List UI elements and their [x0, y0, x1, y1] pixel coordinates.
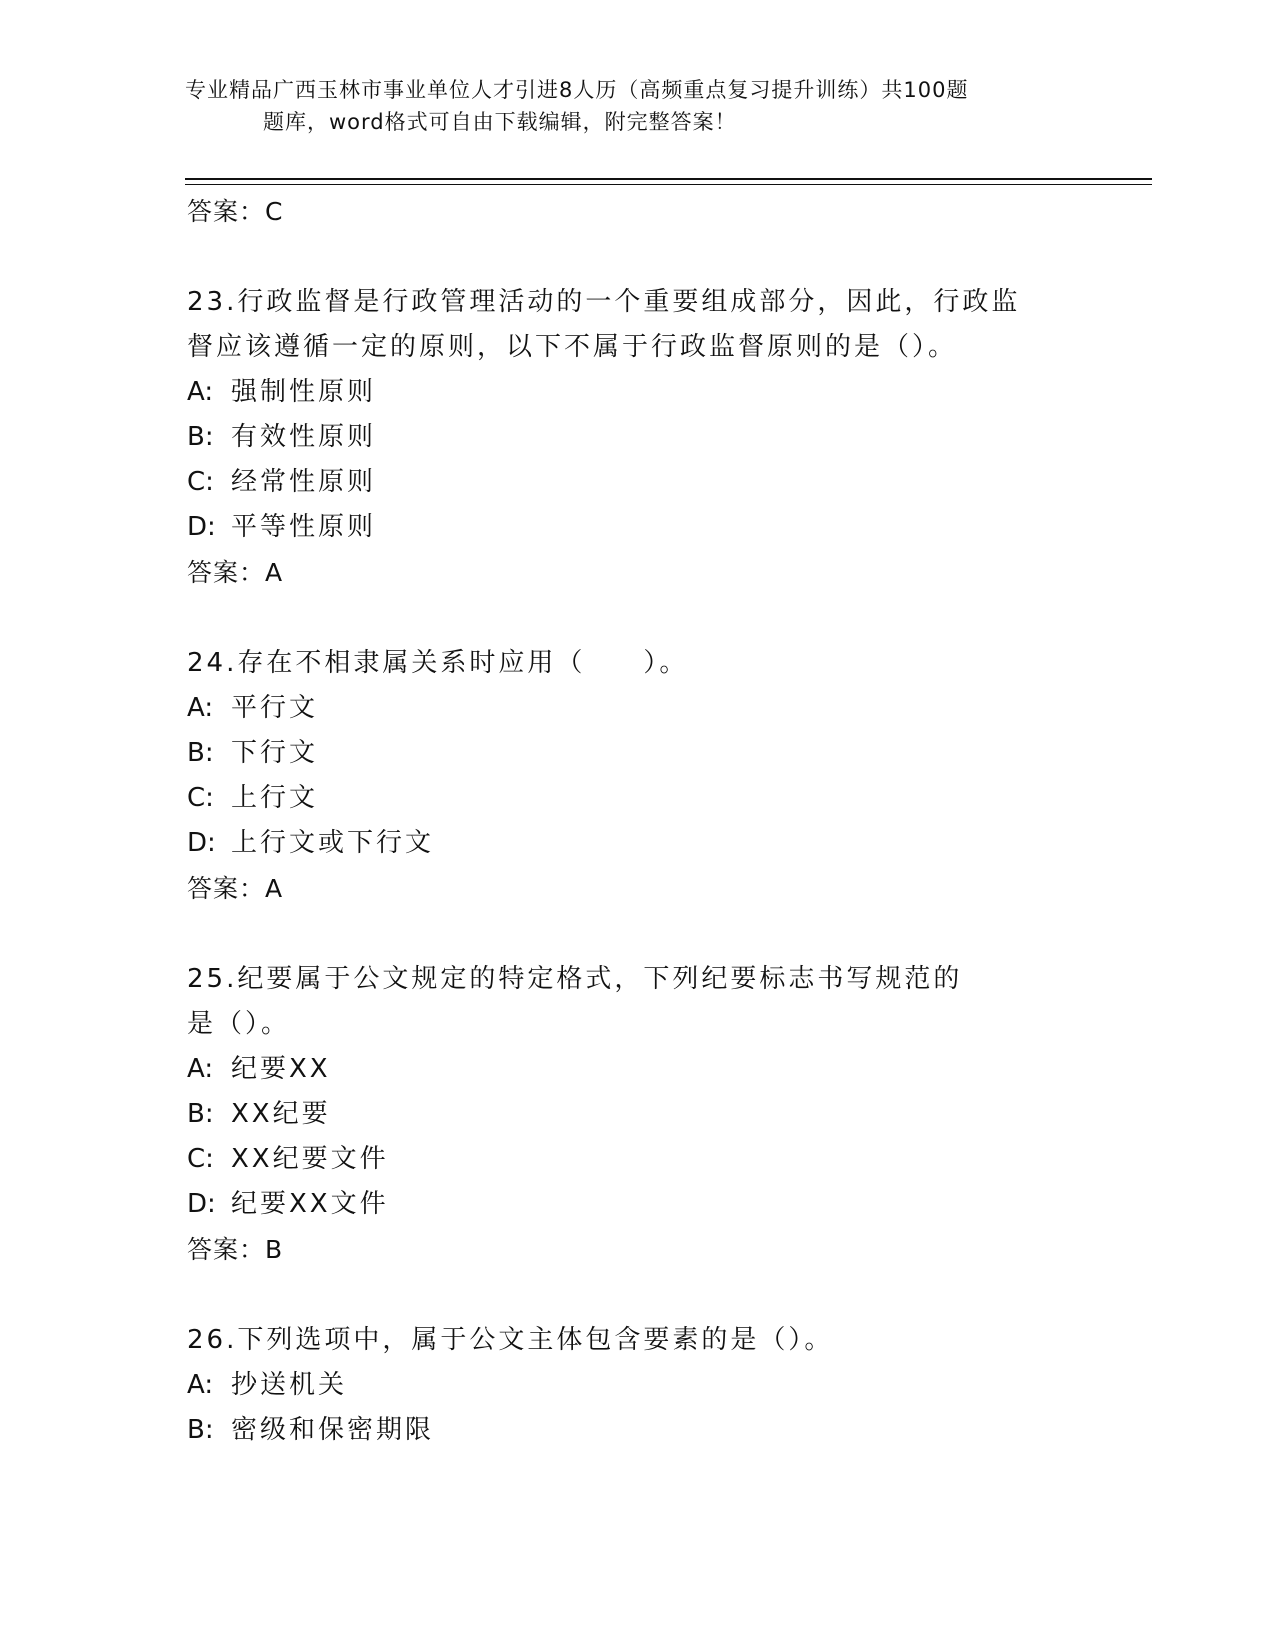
- option-letter: D:: [187, 512, 216, 542]
- option-b: [187, 415, 1087, 460]
- option-b: [187, 1092, 1087, 1137]
- answer-line: 答案：A: [187, 874, 284, 903]
- option-letter: D:: [187, 1189, 216, 1219]
- option-letter: D:: [187, 828, 216, 858]
- option-d: [187, 821, 1087, 866]
- question-text: 23.行政监督是行政管理活动的一个重要组成部分，因此，行政监督应该遵循一定的原则，以下不属于行政监督原则的是（）。: [187, 287, 1021, 362]
- option-letter: B:: [187, 1099, 214, 1129]
- option-text: 经常性原则: [231, 467, 377, 497]
- option-d: [187, 1182, 1087, 1227]
- question-text: 24.存在不相隶属关系时应用（ ）。: [187, 648, 689, 678]
- option-text: 有效性原则: [231, 422, 377, 452]
- option-letter: B:: [187, 422, 214, 452]
- option-c: [187, 1137, 1087, 1182]
- option-a: [187, 1363, 1087, 1408]
- option-text: 强制性原则: [231, 377, 377, 407]
- option-text: 纪要XX: [231, 1054, 331, 1084]
- option-letter: B:: [187, 1415, 214, 1445]
- option-letter: B:: [187, 738, 214, 768]
- option-text: XX纪要文件: [231, 1144, 389, 1174]
- answer-line: 答案：B: [187, 1235, 284, 1264]
- option-a: [187, 1047, 1087, 1092]
- document-header: [185, 74, 1085, 138]
- option-a: [187, 370, 1087, 415]
- header-rule-thick: [185, 178, 1152, 180]
- option-letter: A:: [187, 693, 214, 723]
- question-text: 25.纪要属于公文规定的特定格式，下列纪要标志书写规范的是（）。: [187, 964, 963, 1039]
- option-letter: A:: [187, 377, 214, 407]
- option-text: XX纪要: [231, 1099, 331, 1129]
- answer-line: 答案：C: [187, 197, 284, 226]
- option-c: [187, 460, 1087, 505]
- question-list: [187, 189, 1087, 1453]
- option-letter: C:: [187, 467, 214, 497]
- answer-line: 答案：A: [187, 558, 284, 587]
- option-letter: C:: [187, 783, 214, 813]
- option-text: 密级和保密期限: [231, 1415, 435, 1445]
- option-c: [187, 776, 1087, 821]
- option-b: [187, 1408, 1087, 1453]
- option-text: 下行文: [231, 738, 319, 768]
- option-text: 抄送机关: [231, 1370, 348, 1400]
- option-letter: A:: [187, 1370, 214, 1400]
- option-letter: C:: [187, 1144, 214, 1174]
- option-b: [187, 731, 1087, 776]
- option-text: 平行文: [231, 693, 319, 723]
- option-text: 平等性原则: [231, 512, 377, 542]
- header-rule-thin: [185, 184, 1152, 185]
- option-a: [187, 686, 1087, 731]
- option-letter: A:: [187, 1054, 214, 1084]
- option-d: [187, 505, 1087, 550]
- option-text: 上行文或下行文: [231, 828, 435, 858]
- header-line-2: 题库，word格式可自由下载编辑，附完整答案！: [263, 110, 737, 134]
- header-line-1: 专业精品广西玉林市事业单位人才引进8人历（高频重点复习提升训练）共100题: [185, 78, 969, 102]
- option-text: 上行文: [231, 783, 319, 813]
- option-text: 纪要XX文件: [231, 1189, 389, 1219]
- question-text: 26.下列选项中，属于公文主体包含要素的是（）。: [187, 1325, 834, 1355]
